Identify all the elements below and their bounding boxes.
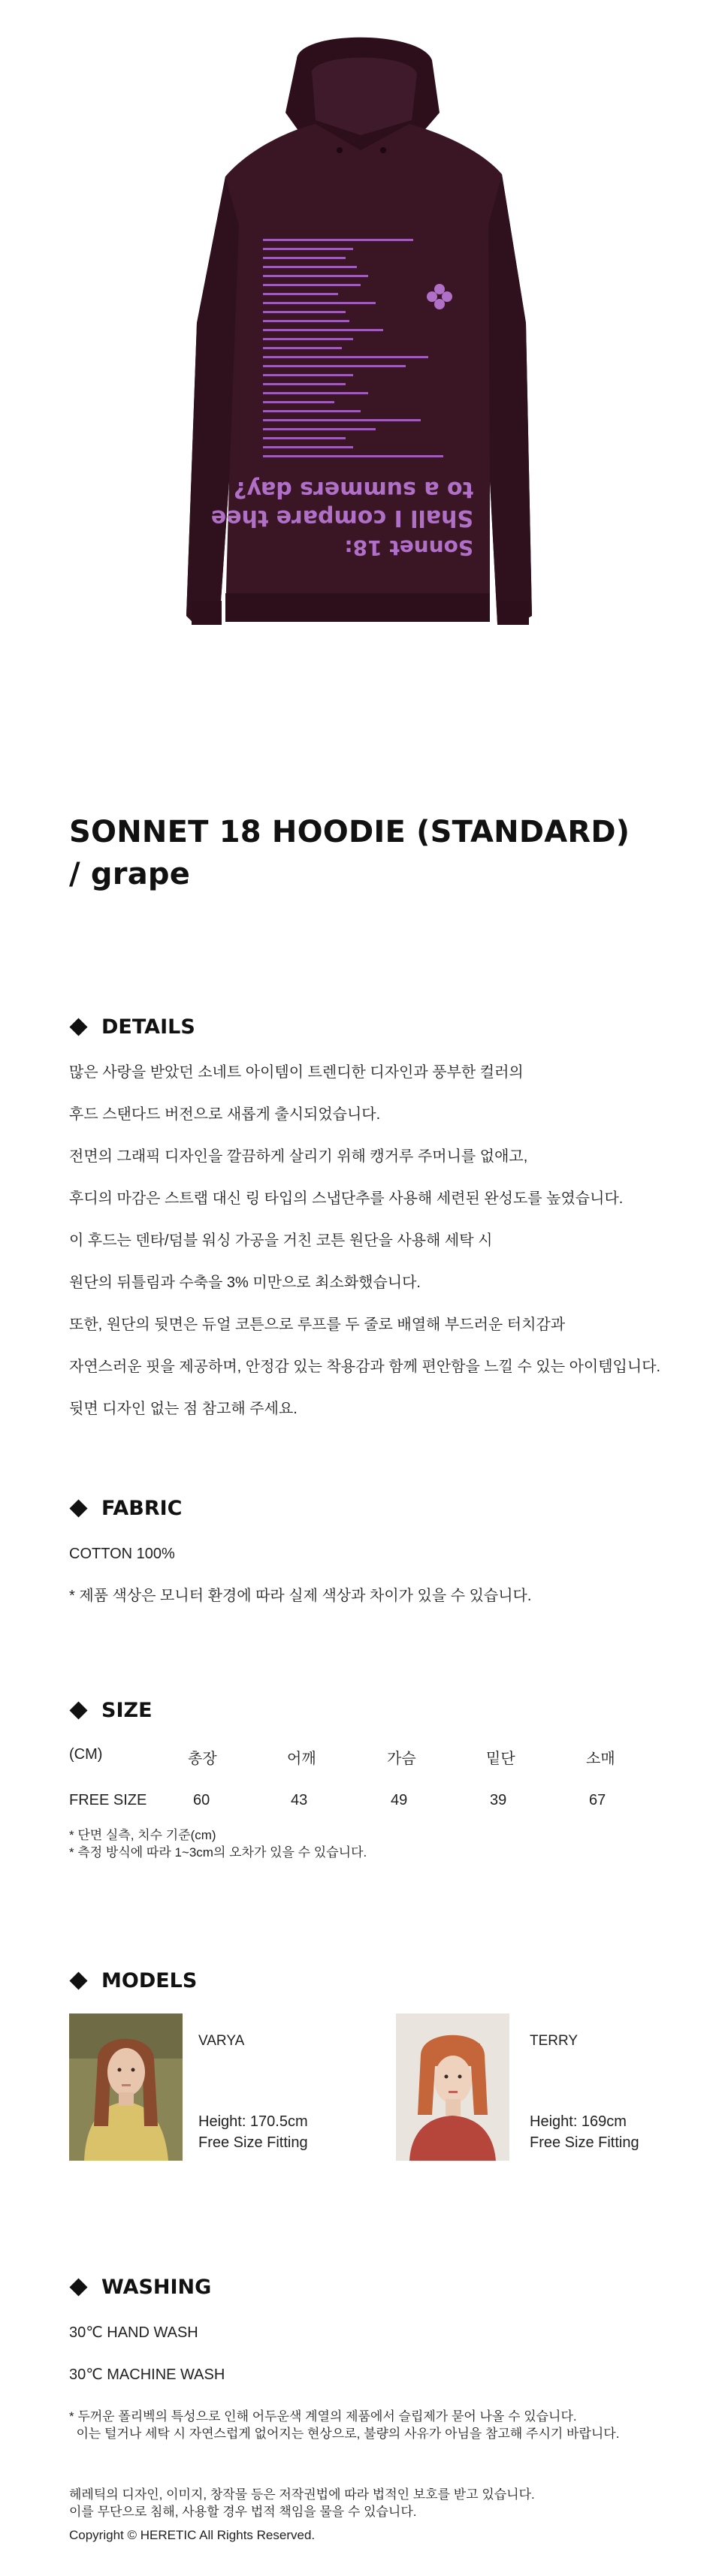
size-cell: 67: [589, 1792, 606, 1808]
model-fit: Free Size Fitting: [530, 2134, 639, 2151]
size-header-cell: 총장: [188, 1751, 217, 1767]
details-line: 또한, 원단의 뒷면은 듀얼 코튼으로 루프를 두 줄로 배열해 부드러운 터치감과: [69, 1317, 566, 1333]
details-text: [69, 1051, 660, 1430]
size-note-1: * 단면 실측, 치수 기준(cm): [69, 1828, 216, 1842]
size-heading: SIZE: [69, 1699, 153, 1722]
fabric-composition: COTTON 100%: [69, 1546, 175, 1562]
hoodie-illustration: [0, 0, 722, 796]
print-line-1: Shall I compare thee: [210, 505, 473, 531]
size-header-cell: 어깨: [287, 1751, 316, 1767]
details-line: 원단의 뒤틀림과 수축을 3% 미만으로 최소화했습니다.: [69, 1274, 421, 1291]
product-title-line1: SONNET 18 HOODIE (STANDARD): [69, 815, 630, 849]
size-table-row: [69, 1792, 655, 1814]
size-cell: 49: [391, 1792, 408, 1808]
details-line: 후드 스탠다드 버전으로 새롭게 출시되었습니다.: [69, 1106, 381, 1123]
model-info: [198, 2111, 308, 2153]
model-photo: [396, 2013, 509, 2161]
model-info: [530, 2111, 639, 2153]
diamond-bullet-icon: [69, 1018, 87, 1036]
details-line: 이 후드는 덴타/덤블 워싱 가공을 거친 코튼 원단을 사용해 세탁 시: [69, 1232, 493, 1249]
model-name: VARYA: [198, 2033, 245, 2049]
product-image: [0, 0, 722, 796]
size-header-cell: 소매: [586, 1751, 615, 1767]
washing-note-1: * 두꺼운 폴리벡의 특성으로 인해 어두운색 계열의 제품에서 슬립제가 묻어 나올 수 있습니다.: [69, 2409, 577, 2424]
washing-heading: WASHING: [69, 2276, 211, 2299]
footer-copyright-notice-2: 이를 무단으로 침해, 사용할 경우 법적 책임을 물을 수 있습니다.: [69, 2505, 417, 2519]
product-title-line2: / grape: [69, 857, 191, 891]
details-line: 자연스러운 핏을 제공하며, 안정감 있는 착용감과 함께 편안함을 느낄 수 있는 아이템입니다.: [69, 1359, 661, 1375]
diamond-bullet-icon: [69, 1971, 87, 1989]
size-header-cell: (CM): [69, 1746, 103, 1763]
print-line-2: to a summers day?: [233, 476, 473, 502]
size-cell: 39: [490, 1792, 507, 1808]
size-header-cell: 가슴: [387, 1751, 416, 1767]
details-heading: DETAILS: [69, 1015, 195, 1039]
diamond-bullet-icon: [69, 2278, 87, 2296]
model-name: TERRY: [530, 2033, 579, 2049]
footer-copyright: Copyright © HERETIC All Rights Reserved.: [69, 2528, 316, 2542]
details-line: 뒷면 디자인 없는 점 참고해 주세요.: [69, 1401, 298, 1417]
washing-hand: 30℃ HAND WASH: [69, 2324, 198, 2341]
washing-note-2: 이는 털거나 세탁 시 자연스럽게 없어지는 현상으로, 불량의 사유가 아님을 참고해 주시기 바랍니다.: [69, 2427, 620, 2441]
model-height: Height: 169cm: [530, 2113, 627, 2130]
size-cell: FREE SIZE: [69, 1792, 147, 1808]
model-photo: [69, 2013, 183, 2161]
model-fit: Free Size Fitting: [198, 2134, 308, 2151]
fabric-color-note: * 제품 색상은 모니터 환경에 따라 실제 색상과 차이가 있을 수 있습니다.: [69, 1588, 532, 1604]
model-height: Height: 170.5cm: [198, 2113, 308, 2130]
size-header-cell: 밑단: [486, 1751, 515, 1767]
details-line: 후디의 마감은 스트랩 대신 링 타입의 스냅단추를 사용해 세련된 완성도를 높였습니다.: [69, 1190, 624, 1207]
fabric-heading: FABRIC: [69, 1497, 182, 1520]
print-title: Sonnet 18:: [344, 535, 473, 560]
washing-machine: 30℃ MACHINE WASH: [69, 2366, 225, 2383]
details-line: 많은 사랑을 받았던 소네트 아이템이 트렌디한 디자인과 풍부한 컬러의: [69, 1064, 524, 1081]
diamond-bullet-icon: [69, 1701, 87, 1719]
details-line: 전면의 그래픽 디자인을 깔끔하게 살리기 위해 캥거루 주머니를 없애고,: [69, 1148, 528, 1165]
size-note-2: * 측정 방식에 따라 1~3cm의 오차가 있을 수 있습니다.: [69, 1845, 367, 1860]
size-cell: 43: [291, 1792, 308, 1808]
diamond-bullet-icon: [69, 1499, 87, 1517]
product-title: [69, 811, 630, 895]
models-heading: MODELS: [69, 1969, 197, 1992]
footer-copyright-notice-1: 헤레틱의 디자인, 이미지, 창작물 등은 저작권법에 따라 법적인 보호를 받고 있습니다.: [69, 2487, 535, 2502]
size-cell: 60: [193, 1792, 210, 1808]
size-table-header: [69, 1746, 655, 1769]
